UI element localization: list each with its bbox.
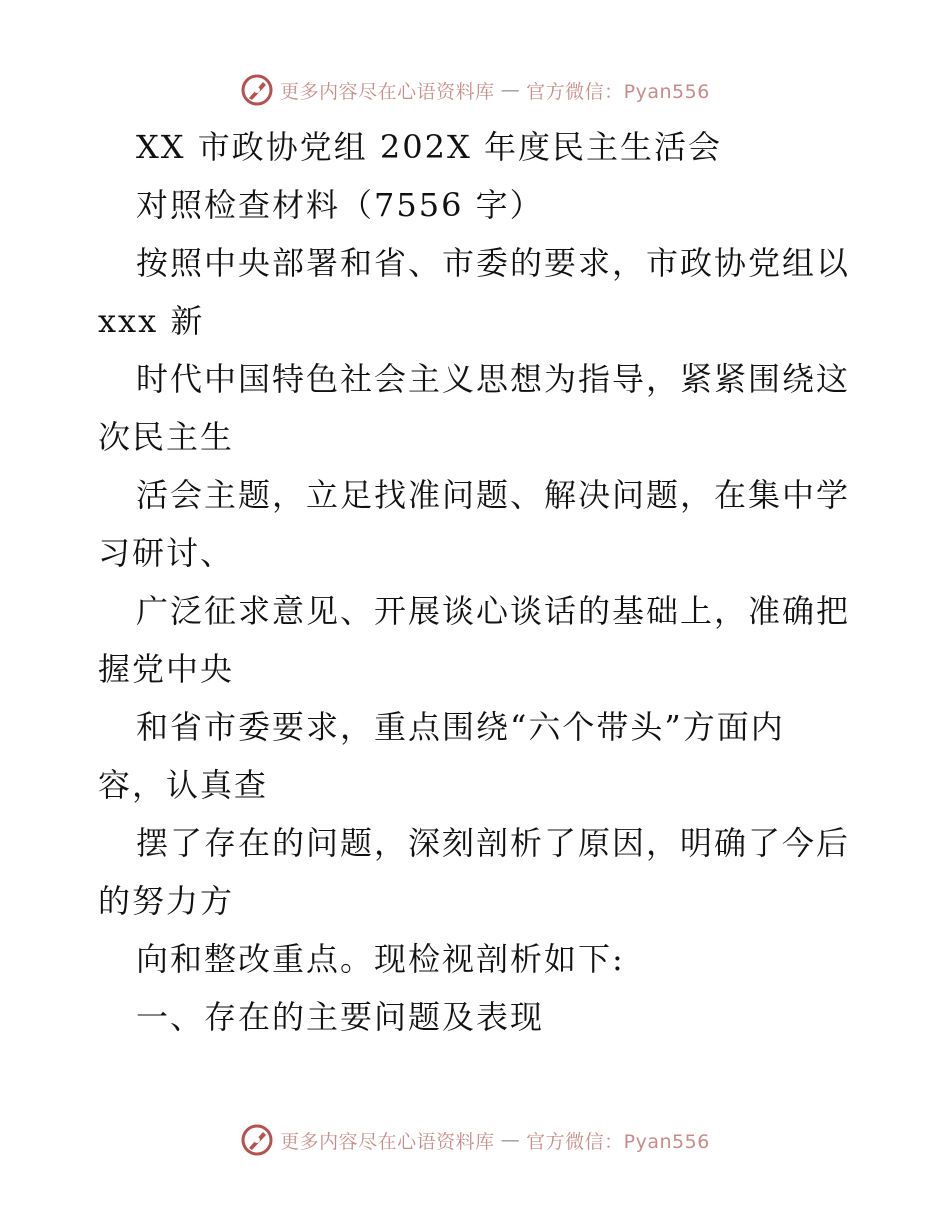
watermark-contact-text: 官方微信：Pyan556 xyxy=(526,1130,710,1153)
header-watermark xyxy=(0,70,950,110)
document-body xyxy=(98,118,858,1046)
document-line: 活会主题，立足找准问题、解决问题，在集中学 xyxy=(136,476,851,514)
document-line: 习研讨、 xyxy=(98,534,235,572)
document-line: XX 市政协党组 202X 年度民主生活会 xyxy=(136,128,722,166)
pen-seal-icon xyxy=(240,73,274,107)
document-line: 容，认真查 xyxy=(98,766,269,804)
document-line: 和省市委要求，重点围绕“六个带头”方面内 xyxy=(136,708,785,746)
document-line: 一、存在的主要问题及表现 xyxy=(136,998,545,1036)
pen-seal-icon xyxy=(240,1123,274,1157)
watermark-contact-text: 官方微信：Pyan556 xyxy=(526,80,710,103)
document-line: 广泛征求意见、开展谈心谈话的基础上，准确把 xyxy=(136,592,851,630)
document-line: 摆了存在的问题，深刻剖析了原因，明确了今后 xyxy=(136,824,851,862)
document-line: xxx 新 xyxy=(98,302,205,340)
document-line: 次民主生 xyxy=(98,418,235,456)
document-line: 的努力方 xyxy=(98,882,235,920)
document-line: 向和整改重点。现检视剖析如下: xyxy=(136,940,625,978)
document-line: 握党中央 xyxy=(98,650,235,688)
footer-watermark xyxy=(0,1120,950,1160)
document-line: 时代中国特色社会主义思想为指导，紧紧围绕这 xyxy=(136,360,851,398)
document-line: 按照中央部署和省、市委的要求，市政协党组以 xyxy=(136,244,851,282)
watermark-separator: — xyxy=(500,1129,521,1151)
watermark-main-text: 更多内容尽在心语资料库 xyxy=(280,80,495,103)
watermark-separator: — xyxy=(500,79,521,101)
watermark-main-text: 更多内容尽在心语资料库 xyxy=(280,1130,495,1153)
document-line: 对照检查材料（7556 字） xyxy=(136,186,544,224)
